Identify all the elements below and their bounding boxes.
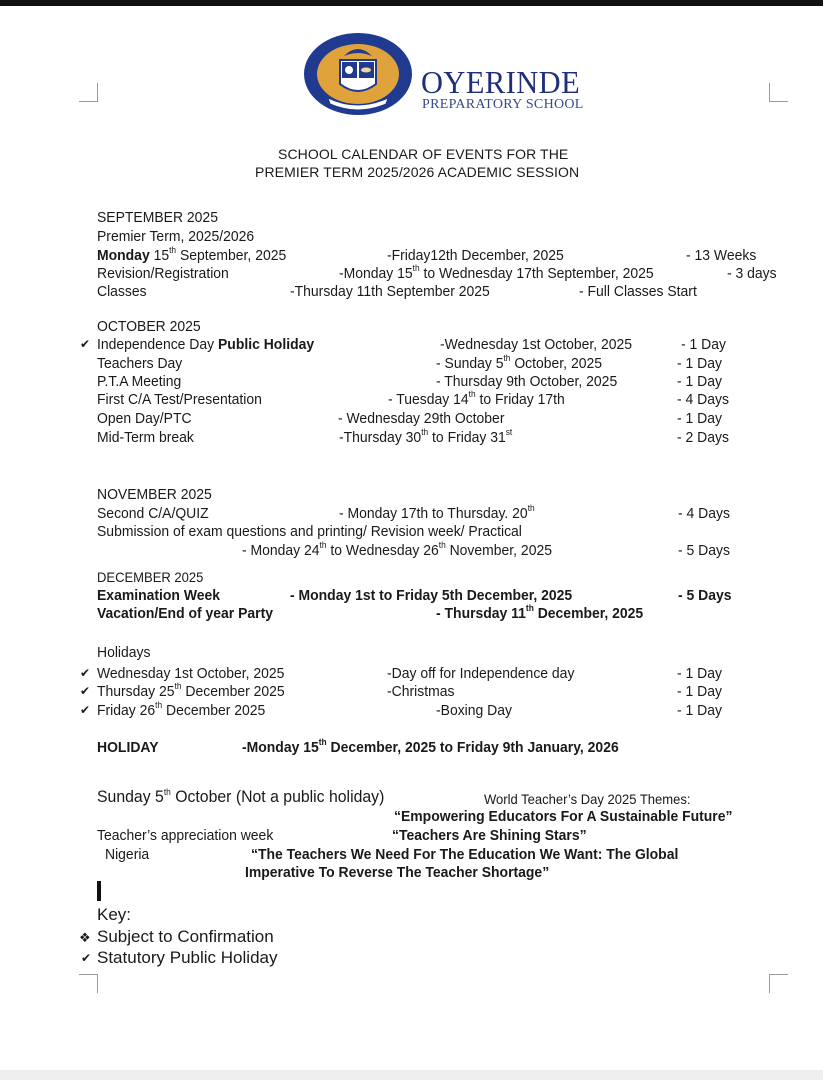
- text-cursor: [97, 881, 101, 901]
- school-subtitle: PREPARATORY SCHOOL: [422, 97, 584, 112]
- section-subheading-term: Premier Term, 2025/2026: [97, 228, 255, 245]
- second-ca-duration: - 4 Days: [678, 505, 730, 522]
- holiday-duration: - 1 Day: [677, 665, 722, 682]
- document-title-line1: SCHOOL CALENDAR OF EVENTS FOR THE: [278, 146, 569, 162]
- page-margin-corner-bottom-right: [769, 974, 788, 993]
- school-crest-logo: [302, 32, 418, 118]
- first-ca-test-date: - Tuesday 14th to Friday 17th: [388, 389, 565, 408]
- classes-note: - Full Classes Start: [579, 283, 697, 300]
- pta-meeting-date: - Thursday 9th October, 2025: [436, 373, 618, 390]
- check-icon: ✔: [80, 666, 91, 680]
- school-name: OYERINDE: [421, 64, 581, 100]
- independence-day-duration: - 1 Day: [681, 336, 726, 353]
- term-end-date: -Friday12th December, 2025: [387, 247, 564, 264]
- teachers-day-duration: - 1 Day: [677, 355, 722, 372]
- holiday-event: -Christmas: [387, 683, 455, 700]
- first-ca-test-duration: - 4 Days: [677, 391, 729, 408]
- section-heading-october: OCTOBER 2025: [97, 318, 201, 335]
- pta-meeting-duration: - 1 Day: [677, 373, 722, 390]
- holiday-event: -Day off for Independence day: [387, 665, 575, 682]
- page-margin-corner-bottom-left: [79, 974, 98, 993]
- first-ca-test-label: First C/A Test/Presentation: [97, 391, 262, 408]
- mid-term-break-date: -Thursday 30th to Friday 31st: [339, 427, 513, 446]
- open-day-label: Open Day/PTC: [97, 410, 192, 427]
- page-margin-corner-top-right: [769, 83, 788, 102]
- teachers-day-label: Teachers Day: [97, 355, 183, 372]
- holiday-break-label: HOLIDAY: [97, 739, 159, 756]
- key-item-statutory-public-holiday: Statutory Public Holiday: [97, 948, 278, 967]
- submission-date: - Monday 24th to Wednesday 26th November, 2025: [242, 540, 552, 559]
- second-ca-date: - Monday 17th to Thursday. 20th: [339, 503, 535, 522]
- revision-date: -Monday 15th to Wednesday 17th September, 2025: [339, 263, 654, 282]
- appreciation-week-label: Teacher’s appreciation week: [97, 827, 274, 844]
- check-icon: ✔: [80, 684, 91, 698]
- holiday-event: -Boxing Day: [436, 702, 512, 719]
- key-heading: Key:: [97, 905, 132, 924]
- nigeria-label: Nigeria: [105, 846, 150, 863]
- section-heading-november: NOVEMBER 2025: [97, 486, 212, 503]
- submission-label: Submission of exam questions and printing/ Revision week/ Practical: [97, 523, 522, 540]
- teachers-day-note: Sunday 5th October (Not a public holiday): [97, 787, 385, 806]
- check-icon: ✔: [80, 703, 91, 717]
- check-icon: ✔: [81, 951, 92, 965]
- revision-duration: - 3 days: [727, 265, 777, 282]
- key-item-subject-to-confirmation: Subject to Confirmation: [97, 927, 274, 946]
- term-start-label: Monday 15th September, 2025: [97, 245, 287, 264]
- examination-week-duration: - 5 Days: [678, 587, 732, 604]
- vacation-party-label: Vacation/End of year Party: [97, 605, 274, 622]
- check-icon: ✔: [80, 337, 91, 351]
- examination-week-date: - Monday 1st to Friday 5th December, 2025: [290, 587, 573, 604]
- classes-date: -Thursday 11th September 2025: [290, 283, 490, 300]
- page-margin-corner-top-left: [79, 83, 98, 102]
- examination-week-label: Examination Week: [97, 587, 221, 604]
- term-duration: - 13 Weeks: [686, 247, 757, 264]
- holiday-date: Friday 26th December 2025: [97, 700, 266, 719]
- section-heading-holidays: Holidays: [97, 644, 151, 661]
- classes-label: Classes: [97, 283, 147, 300]
- top-bar: [0, 0, 823, 6]
- theme-3-line2: Imperative To Reverse The Teacher Shortage”: [245, 864, 550, 881]
- submission-duration: - 5 Days: [678, 542, 730, 559]
- holiday-duration: - 1 Day: [677, 683, 722, 700]
- section-heading-december: DECEMBER 2025: [97, 569, 204, 585]
- open-day-date: - Wednesday 29th October: [338, 410, 505, 427]
- section-heading-september: SEPTEMBER 2025: [97, 209, 218, 226]
- independence-day-label: Independence Day Public Holiday: [97, 336, 315, 353]
- holiday-date: Wednesday 1st October, 2025: [97, 665, 285, 682]
- document-title-line2: PREMIER TERM 2025/2026 ACADEMIC SESSION: [255, 164, 580, 180]
- open-day-duration: - 1 Day: [677, 410, 722, 427]
- theme-1: “Empowering Educators For A Sustainable Future”: [394, 808, 733, 825]
- themes-label: World Teacher’s Day 2025 Themes:: [484, 791, 691, 807]
- holiday-date: Thursday 25th December 2025: [97, 681, 285, 700]
- holiday-break-date: -Monday 15th December, 2025 to Friday 9th January, 2026: [242, 737, 619, 756]
- mid-term-break-duration: - 2 Days: [677, 429, 729, 446]
- mid-term-break-label: Mid-Term break: [97, 429, 194, 446]
- second-ca-label: Second C/A/QUIZ: [97, 505, 209, 522]
- teachers-day-date: - Sunday 5th October, 2025: [436, 353, 602, 372]
- independence-day-date: -Wednesday 1st October, 2025: [440, 336, 633, 353]
- diamond-cross-icon: ❖: [79, 930, 91, 945]
- bottom-bar: [0, 1070, 823, 1080]
- theme-3-line1: “The Teachers We Need For The Education We Want: The Global: [251, 846, 679, 863]
- holiday-duration: - 1 Day: [677, 702, 722, 719]
- revision-label: Revision/Registration: [97, 265, 229, 282]
- theme-2: “Teachers Are Shining Stars”: [392, 827, 587, 844]
- vacation-party-date: - Thursday 11th December, 2025: [436, 603, 644, 622]
- pta-meeting-label: P.T.A Meeting: [97, 373, 182, 390]
